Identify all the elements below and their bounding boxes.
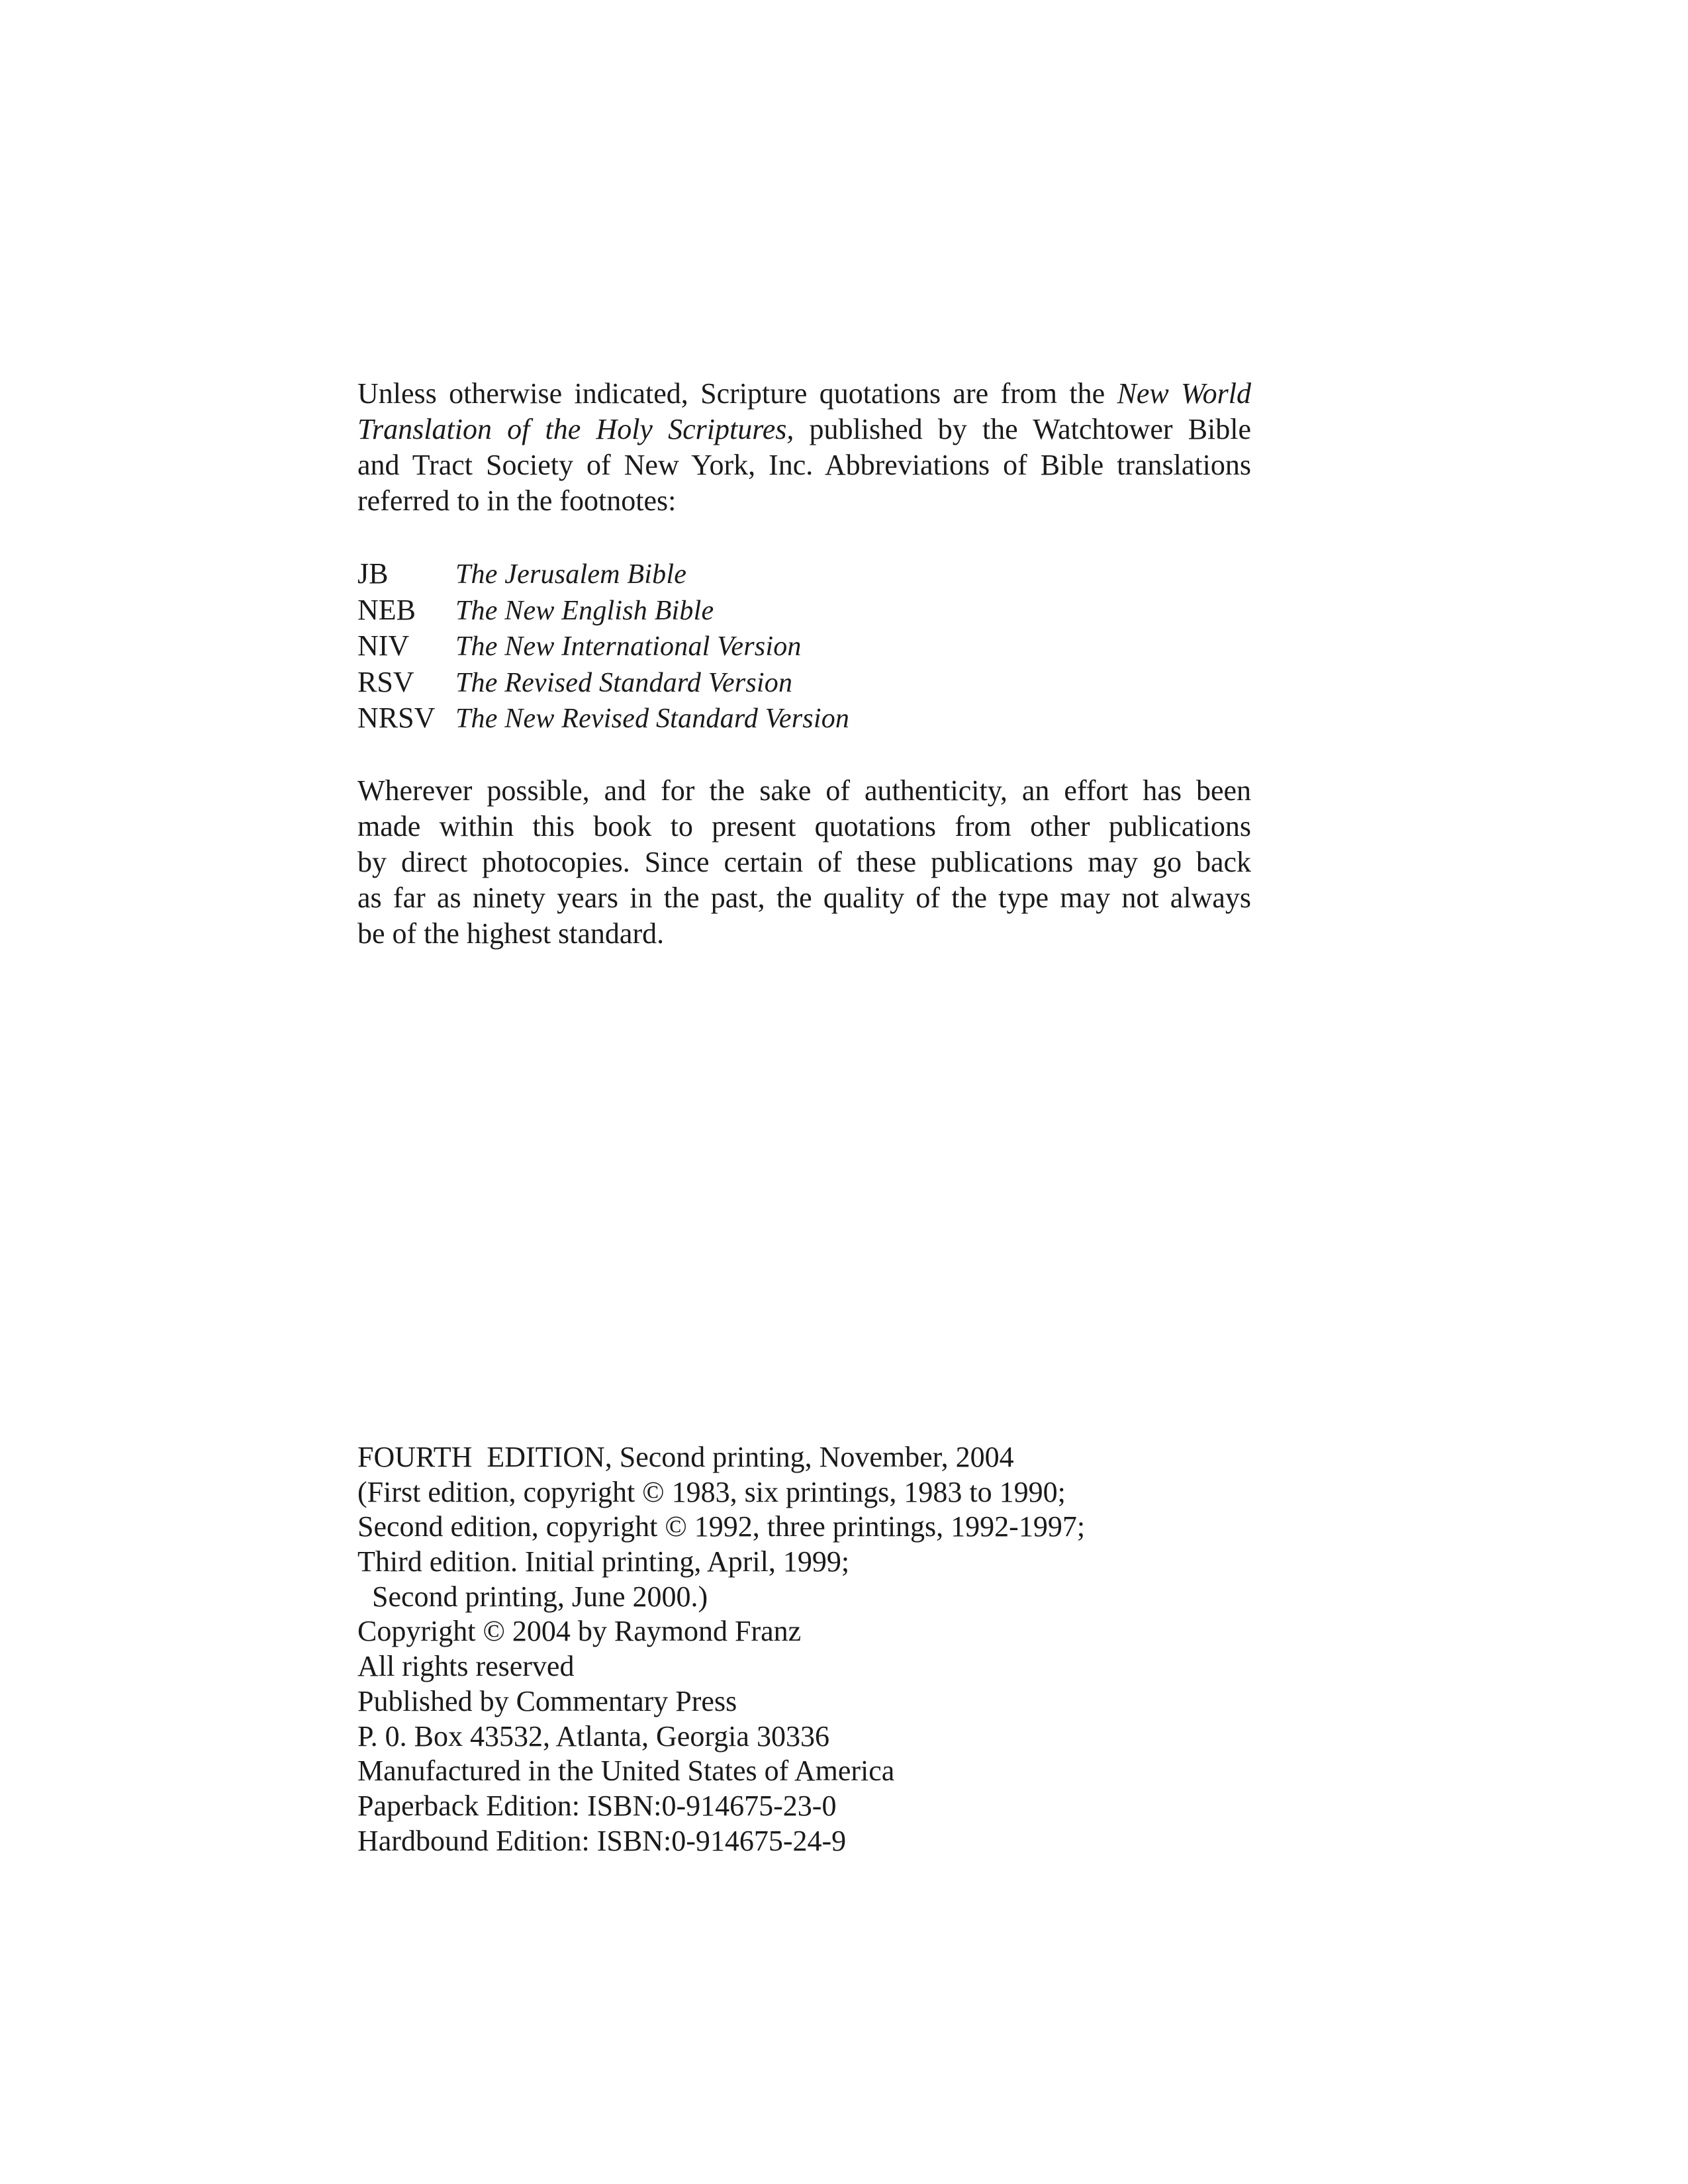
rights-line: All rights reserved [357,1650,575,1683]
abbreviation-title: The New English Bible [455,595,714,626]
isbn-hardbound-line: Hardbound Edition: ISBN:0-914675-24-9 [357,1824,847,1857]
nwt-title-part: New World [1117,377,1252,410]
intro-line: referred to in the footnotes: [357,484,677,517]
edition-line: Second printing, June 2000.) [372,1580,708,1613]
abbreviation-title: The New International Version [455,631,802,662]
abbreviation-code: NRSV [357,702,436,734]
abbreviation-title: The Revised Standard Version [455,667,793,698]
abbreviation-code: NEB [357,593,416,626]
edition-line: Second edition, copyright © 1992, three printings, 1992-1997; [357,1510,1086,1543]
intro-line: Translation of the Holy Scriptures, published by the Watchtower Bible [357,413,1252,445]
edition-line: FOURTH EDITION, Second printing, November, 2004 [357,1441,1014,1473]
copyright-line: Copyright © 2004 by Raymond Franz [357,1615,802,1648]
note-line: be of the highest standard. [357,917,665,950]
note-line: Wherever possible, and for the sake of authenticity, an effort has been [357,774,1251,807]
abbreviation-code: NIV [357,629,410,662]
intro-line: Unless otherwise indicated, Scripture quotations are from the New World [357,377,1252,410]
isbn-paperback-line: Paperback Edition: ISBN:0-914675-23-0 [357,1789,837,1822]
nwt-title-part: Translation of the Holy Scriptures, [357,413,794,445]
abbreviation-row [357,592,1251,629]
abbreviation-row [357,664,1251,701]
edition-line: (First edition, copyright © 1983, six printings, 1983 to 1990; [357,1475,1066,1508]
abbreviation-code: JB [357,557,389,590]
publisher-line: Published by Commentary Press [357,1684,737,1717]
edition-copyright-block [357,1439,1251,1858]
abbreviation-row [357,556,1251,592]
intro-paragraph [357,376,1251,519]
note-line: by direct photocopies. Since certain of these publications may go back [357,846,1251,878]
manufactured-line: Manufactured in the United States of America [357,1754,895,1788]
abbreviation-row [357,628,1251,664]
abbreviation-row [357,700,1251,737]
abbreviation-title: The Jerusalem Bible [455,559,687,590]
abbreviation-code: RSV [357,665,414,698]
note-line: as far as ninety years in the past, the quality of the type may not always [357,882,1251,914]
abbreviation-title: The New Revised Standard Version [455,704,850,734]
edition-line: Third edition. Initial printing, April, 1999; [357,1545,850,1578]
intro-line: and Tract Society of New York, Inc. Abbreviations of Bible translations [357,449,1251,481]
abbreviation-list [357,556,1251,737]
note-line: made within this book to present quotations from other publications [357,810,1251,842]
address-line: P. 0. Box 43532, Atlanta, Georgia 30336 [357,1719,829,1752]
quotation-note-paragraph [357,773,1251,952]
